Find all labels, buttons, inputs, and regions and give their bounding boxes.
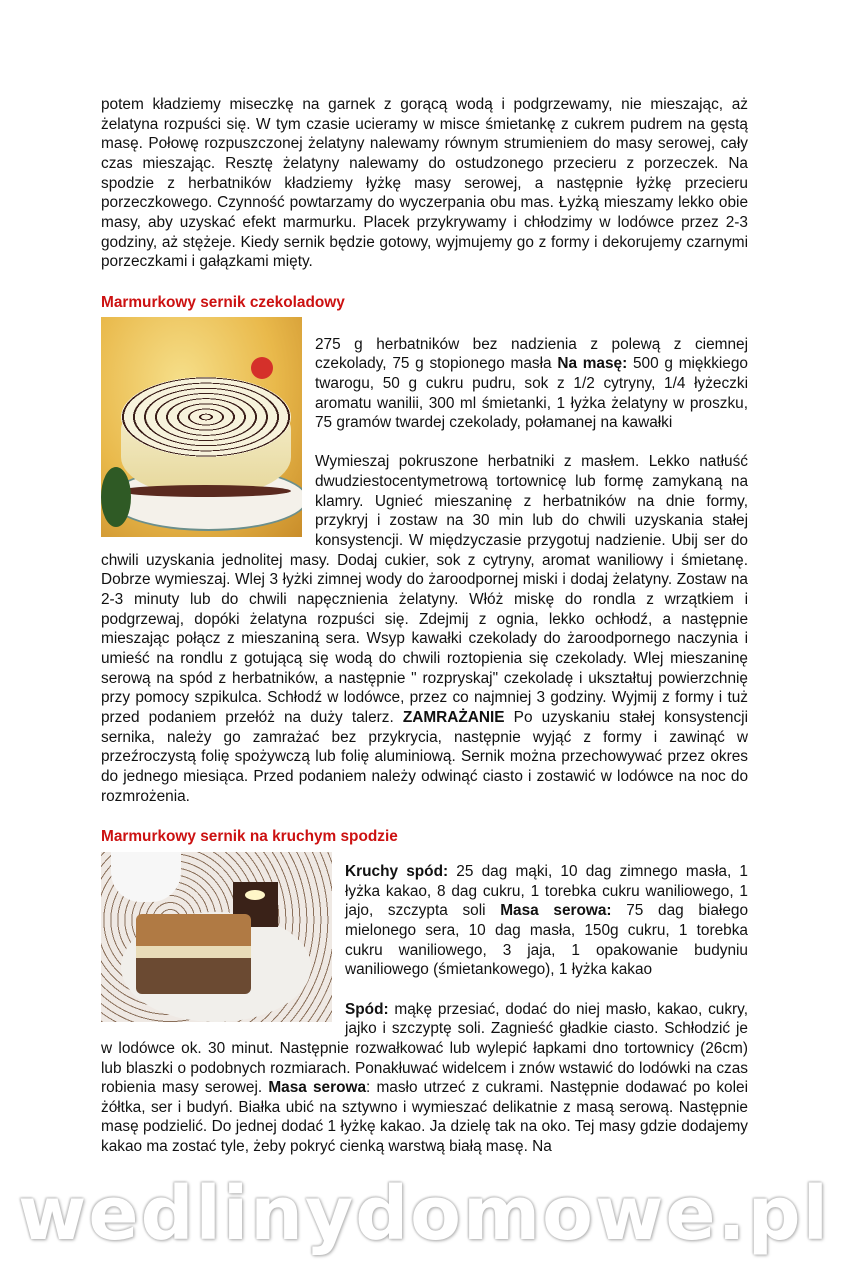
cheese-mass-label: Masa serowa	[268, 1079, 367, 1097]
marble-chocolate-cheesecake-photo	[101, 317, 302, 537]
marble-shortcrust-cheesecake-photo	[101, 852, 332, 1022]
method-text: Wymieszaj pokruszone herbatniki z masłem. Lekko natłuść dwudziestocentymetrową tortownicę lub formę zamykaną na klamry. Ugnieć mieszaninę z herbatników na dnie formy, przykryj i zostaw na 30 min lub do chwili uzyskania stałej konsystencji. W międzyczasie przygotuj nadzienie. Ubij ser do chwili uzyskania jednolitej masy. Dodaj cukier, sok z cytryny, aromat waniliowy i śmietanę. Dobrze wymieszaj. Wlej 3 łyżki zimnej wody do żaroodpornej miski i dodaj żelatyny. Zostaw na 2-3 minuty lub do chwili napęcznienia żelatyny. Włóż miskę do rondla z wrzątkiem i podgrzewaj, dopóki żelatyna rozpuści się. Zdejmij z ognia, lekko ochłodź, a następnie mieszając połącz z mieszaniną sera. Wsyp kawałki czekolady do żaroodpornego naczynia i umieść na rondlu z gotującą się wodą do chwili roztopienia się czekolady. Wlej mieszaninę serową na spód z herbatników, a następnie " rozpryskaj" czekoladę i ukształtuj powierzchnię przy pomocy szpikulca. Schłodź w lodówce, przez co najmniej 3 godziny. Wyjmij z formy i tuż przed podaniem przełóż na duży talerz.	[101, 453, 748, 727]
recipe1-title: Marmurkowy sernik czekoladowy	[101, 293, 345, 311]
ingredients-text: 275 g herbatników bez nadzienia z polewą z ciemnej czekolady, 75 g stopionego masła	[315, 335, 748, 373]
method-text: Po uzyskaniu stałej konsystencji sernika, należy go zamrażać bez przykrycia, następnie wyjąć z formy i zawinąć w przeźroczystą folię spożywczą lub folię aluminiową. Sernik można przechowywać przez okres do jednego miesiąca. Przed podaniem należy odwinąć ciasto i zostawić w lodówce na noc do rozmrożenia.	[101, 709, 748, 805]
recipe2-method	[101, 1000, 748, 1157]
watermark: wedlinydomowe.pl	[18, 1170, 830, 1257]
intro-paragraph: potem kładziemy miseczkę na garnek z gorącą wodą i podgrzewamy, nie mieszając, aż żelatyna rozpuści się. W tym czasie ucieramy w misce śmietankę z cukrem pudrem na gęstą masę. Połowę rozpuszczonej żelatyny nalewamy równym strumieniem do masy serowej, cały czas mieszając. Resztę żelatyny nalewamy do ostudzonego przecieru z porzeczek. Na spodzie z herbatników kładziemy łyżkę masy serowej, a następnie łyżkę przecieru porzeczkowego. Czynność powtarzamy do wyczerpania obu mas. Łyżką mieszamy lekko obie masy, aby uzyskać efekt marmurku. Placek przykrywamy i chłodzimy w lodówce przez 2-3 godziny, aż stężeje. Kiedy sernik będzie gotowy, wyjmujemy go z formy i dekorujemy czarnymi porzeczkami i gałązkami mięty.	[101, 96, 748, 271]
method-text: : masło utrzeć z cukrami. Następnie dodawać po kolei żółtka, ser i budyń. Białka ubić na sztywno i wymieszać delikatnie z masą serową. Następnie masę podzielić. Do jednej dodać 1 łyżkę kakao. Ja dzielę tak na oko. Tej masy gdzie dodajemy kakao ma zostać tyle, żeby pokryć cienką warstwą białą masę. Na	[101, 1079, 749, 1156]
crust-label: Kruchy spód:	[345, 862, 449, 880]
recipe2-title: Marmurkowy sernik na kruchym spodzie	[101, 828, 398, 846]
ingredients-label: Na masę:	[557, 355, 628, 373]
document-body	[101, 0, 748, 1157]
ingredients-text: 75 dag białego mielonego sera, 10 dag masła, 150g cukru, 1 torebka cukru waniliowego, 3 jaja, 1 opakowanie budyniu waniliowego (śmietankowego), 1 łyżka kakao	[345, 902, 749, 979]
freezing-label: ZAMRAŻANIE	[402, 709, 505, 727]
ingredients-text: 500 g miękkiego twarogu, 50 g cukru pudru, sok z 1/2 cytryny, 1/4 łyżeczki aromatu wanilii, 300 ml śmietanki, 1 łyżka żelatyny w proszku, 75 gramów twardej czekolady, połamanej na kawałki	[315, 355, 748, 432]
ingredients-text: 25 dag mąki, 10 dag zimnego masła, 1 łyżka kakao, 8 dag cukru, 1 torebka cukru waniliowego, 1 jajo, szczypta soli	[345, 862, 748, 920]
method-text: mąkę przesiać, dodać do niej masło, kakao, cukry, jajko i szczyptę soli. Zagnieść gładkie ciasto. Schłodzić je w lodówce ok. 30 minut. Następnie rozwałkować lub wylepić łapkami dno tortownicy (26cm) lub blaszki o podobnych rozmiarach. Ponakłuwać widelcem i znów wstawić do lodówki na czas robienia masy serowej.	[101, 1000, 748, 1097]
cheese-mass-label: Masa serowa:	[500, 902, 612, 920]
crust-label: Spód:	[345, 1000, 389, 1018]
